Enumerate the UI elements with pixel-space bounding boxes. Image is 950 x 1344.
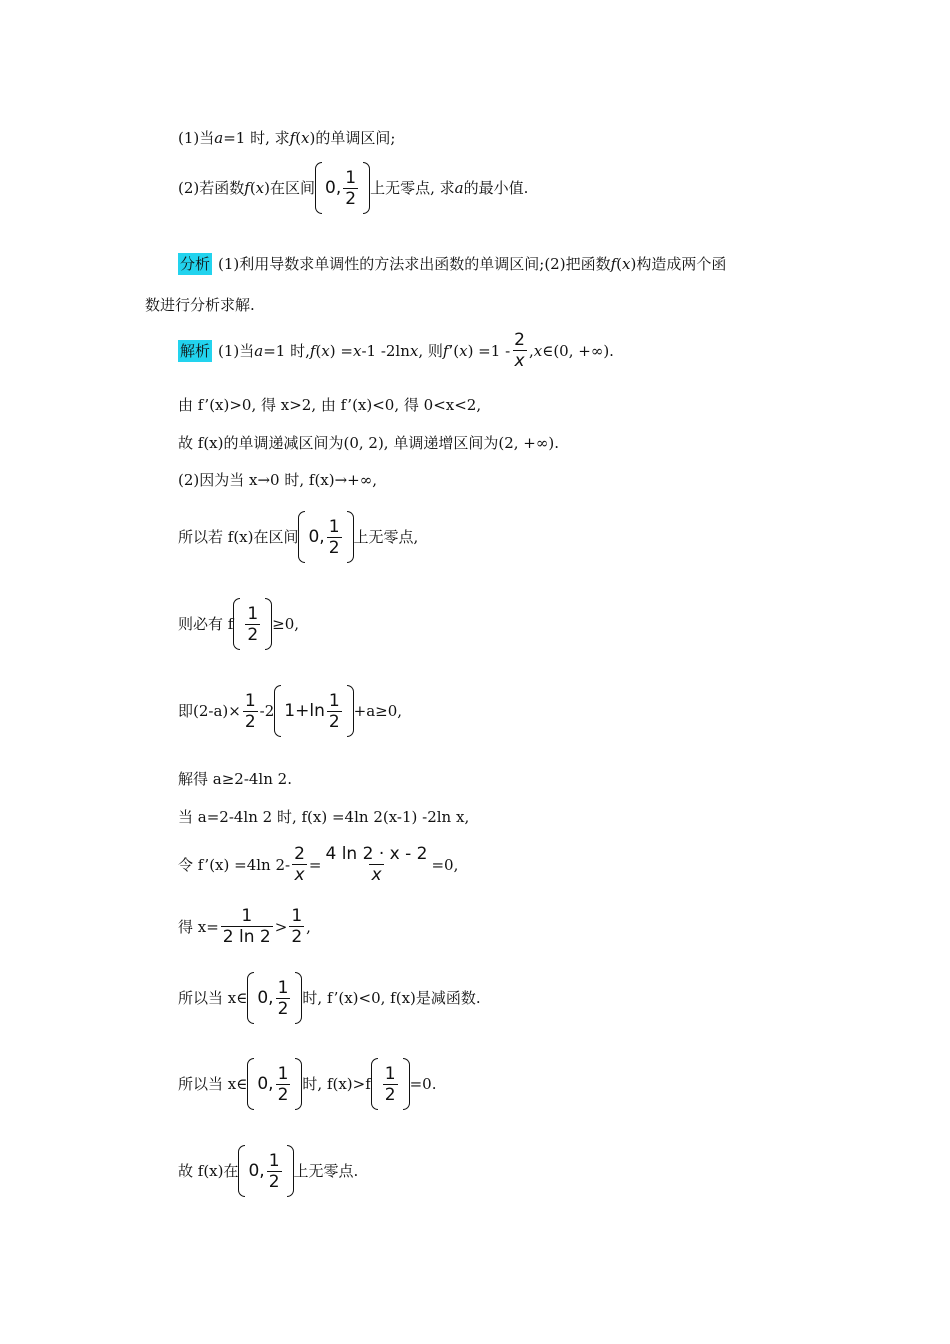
s1-text-a: (1)当	[218, 341, 255, 360]
numerator: 1	[247, 603, 259, 624]
analysis-text1: (1)利用导数求单调性的方法求出函数的单调区间;(2)把函数	[218, 255, 611, 273]
numerator: 4 ln 2 · x - 2	[325, 844, 428, 864]
interval-0-half	[315, 162, 370, 214]
denominator: 2	[328, 537, 340, 558]
numerator: 1	[277, 977, 289, 998]
denominator: 2	[384, 1084, 396, 1105]
solution-line13	[178, 1058, 437, 1110]
q1-text-g: )的单调区间;	[309, 129, 396, 147]
analysis-line1	[178, 253, 726, 275]
s1-func-f: f	[309, 341, 316, 360]
q2-func-f: f	[244, 179, 250, 197]
left-paren	[247, 972, 254, 1024]
line-text: +a≥0,	[353, 702, 403, 720]
s1-text-r: ∈(0, +∞).	[542, 341, 614, 360]
analysis-line2	[145, 294, 255, 316]
right-paren	[265, 598, 272, 650]
denominator: 2	[328, 711, 340, 732]
q1-var-x: x	[301, 129, 310, 147]
line-text: =0,	[431, 855, 459, 874]
s1-text-c: =1 时,	[263, 341, 310, 360]
line-text: 得 x=	[178, 917, 219, 936]
line-text: 即(2-a)×	[178, 702, 241, 720]
fraction-derivative	[323, 844, 429, 885]
question-part2	[178, 162, 528, 214]
analysis-tag: 分析	[180, 255, 211, 273]
numerator: 1	[268, 1150, 280, 1171]
numerator: 1	[244, 690, 256, 711]
q1-text-a: (1)当	[178, 129, 215, 147]
solution-tag: 解析	[180, 341, 211, 360]
line-text: =0.	[409, 1075, 437, 1093]
line-text: 所以若 f(x)在区间	[178, 528, 299, 546]
numerator: 1	[345, 167, 357, 188]
q2-text-h: 的最小值.	[463, 179, 529, 197]
fraction-one-half	[343, 168, 358, 209]
line-text: 上无零点,	[353, 528, 419, 546]
q2-var-a: a	[454, 179, 464, 197]
fraction-one-half	[267, 1151, 282, 1192]
solution-line1	[178, 330, 614, 371]
line-text: 时, f(x)>f	[302, 1075, 371, 1093]
s1-var-x2: x	[352, 341, 362, 360]
left-paren	[315, 162, 322, 214]
right-paren	[287, 1145, 294, 1197]
q2-text-e: )在区间	[264, 179, 315, 197]
line-text: (2)因为当 x→0 时, f(x)→+∞,	[178, 471, 378, 489]
line-text: ≥0,	[272, 615, 300, 633]
paren-expression	[274, 685, 353, 737]
analysis-text3: 数进行分析求解.	[145, 296, 255, 314]
q2-paren-open: (	[249, 179, 256, 197]
s1-var-a: a	[254, 341, 264, 360]
line-text: 所以当 x∈	[178, 989, 248, 1007]
fraction-one-half	[243, 691, 258, 732]
fraction-one-half	[276, 1064, 291, 1105]
q1-var-a: a	[214, 129, 224, 147]
line-text: 故 f(x)的单调递减区间为(0, 2), 单调递增区间为(2, +∞).	[178, 434, 559, 452]
left-paren	[238, 1145, 245, 1197]
fraction-one-half	[383, 1064, 398, 1105]
solution-line5	[178, 511, 418, 563]
right-paren	[347, 511, 354, 563]
solution-line7	[178, 685, 402, 737]
analysis-paren-open: (	[616, 255, 622, 273]
q2-var-x: x	[255, 179, 265, 197]
solution-line10: 令 f’(x) =4ln 2- $\frac{2}{x}$ = $\frac{4 \ln 2 \cdot x - 2}{x}$ =0,	[178, 844, 459, 885]
denominator: 2 ln 2	[222, 927, 271, 947]
q2-text-a: (2)若函数	[178, 179, 245, 197]
left-paren	[298, 511, 305, 563]
fraction-one-over-2ln2	[221, 906, 273, 947]
s1-text-k: , 则	[418, 341, 443, 360]
line-text: 所以当 x∈	[178, 1075, 248, 1093]
numerator: 1	[328, 690, 340, 711]
fraction-one-half	[289, 906, 304, 947]
denominator: 2	[244, 711, 256, 732]
q1-text-c: =1 时, 求	[223, 129, 290, 147]
line-text: 故 f(x)在	[178, 1162, 239, 1180]
interval-start: 0,	[257, 1074, 274, 1094]
s1-text-m: ’(	[448, 341, 460, 360]
fraction-one-half	[327, 517, 342, 558]
denominator: 2	[268, 1171, 280, 1192]
paren-half	[233, 598, 272, 650]
s1-var-x4: x	[459, 341, 468, 360]
interval-start: 0,	[308, 527, 325, 547]
analysis-func-f: f	[610, 255, 617, 273]
analysis-paren-close: )	[630, 255, 637, 273]
solution-line11	[178, 906, 311, 947]
fraction-two-over-x	[292, 844, 307, 885]
numerator: 1	[291, 906, 303, 926]
interval-start: 0,	[257, 988, 274, 1008]
solution-line8	[178, 768, 292, 790]
line-text: 当 a=2-4ln 2 时, f(x) =4ln 2(x-1) -2ln x,	[178, 808, 470, 826]
line-text: 由 f’(x)>0, 得 x>2, 由 f’(x)<0, 得 0<x<2,	[178, 396, 482, 414]
solution-line4	[178, 469, 377, 491]
denominator: 2	[291, 927, 303, 947]
question-part1	[178, 127, 395, 149]
numerator: 2	[294, 844, 305, 864]
interval-0-half	[247, 972, 302, 1024]
numerator: 1	[277, 1063, 289, 1084]
numerator: 1	[241, 906, 253, 926]
right-paren	[363, 162, 370, 214]
s1-paren: (	[315, 341, 322, 360]
line-text: -2	[259, 702, 275, 720]
line-text: ,	[306, 917, 311, 936]
interval-0-half	[298, 511, 353, 563]
line-text: 解得 a≥2-4ln 2.	[178, 770, 292, 788]
interval-start: 0,	[248, 1161, 265, 1181]
fraction-one-half	[245, 604, 260, 645]
q1-paren: (	[295, 129, 302, 147]
numerator: 2	[514, 330, 525, 350]
denominator: x	[294, 865, 305, 885]
line-text: 时, f’(x)<0, f(x)是减函数.	[302, 989, 481, 1007]
solution-line12	[178, 972, 481, 1024]
interval-start: 0,	[325, 178, 342, 198]
solution-line14	[178, 1145, 358, 1197]
s1-text-g: ) =	[329, 341, 353, 360]
fraction-one-half	[276, 978, 291, 1019]
s1-text-p: ,	[528, 341, 534, 360]
denominator: 2	[277, 998, 289, 1019]
solution-line2	[178, 394, 481, 416]
gt-sign: >	[274, 917, 288, 936]
line-text: 上无零点.	[293, 1162, 359, 1180]
fraction-two-over-x	[512, 330, 527, 371]
q1-func-f: f	[289, 129, 296, 147]
analysis-text2: 构造成两个函	[636, 255, 727, 273]
right-paren	[295, 972, 302, 1024]
right-paren	[403, 1058, 410, 1110]
solution-line3	[178, 432, 559, 454]
denominator: x	[371, 865, 382, 885]
one-plus-ln: 1+ln	[284, 701, 325, 721]
denominator: 2	[247, 624, 259, 645]
s1-var-x3: x	[409, 341, 419, 360]
solution-line6	[178, 598, 299, 650]
interval-0-half	[238, 1145, 293, 1197]
denominator: x	[514, 351, 525, 371]
numerator: 1	[384, 1063, 396, 1084]
solution-line9	[178, 806, 469, 828]
left-paren	[247, 1058, 254, 1110]
analysis-var-x: x	[622, 255, 631, 273]
paren-half	[371, 1058, 410, 1110]
interval-0-half	[247, 1058, 302, 1110]
fraction-one-half	[327, 691, 342, 732]
left-paren	[274, 685, 281, 737]
left-paren	[233, 598, 240, 650]
numerator: 1	[328, 516, 340, 537]
line-text: 令 f’(x) =4ln 2-	[178, 855, 291, 874]
s1-func-f2: f	[442, 341, 449, 360]
right-paren	[347, 685, 354, 737]
left-paren	[371, 1058, 378, 1110]
line-text: 则必有 f	[178, 615, 234, 633]
s1-text-i: -1 -2ln	[361, 341, 410, 360]
s1-var-x5: x	[533, 341, 543, 360]
s1-var-x: x	[321, 341, 330, 360]
s1-text-o: ) =1 -	[467, 341, 511, 360]
right-paren	[295, 1058, 302, 1110]
denominator: 2	[345, 188, 357, 209]
denominator: 2	[277, 1084, 289, 1105]
q2-text-f: 上无零点, 求	[370, 179, 455, 197]
